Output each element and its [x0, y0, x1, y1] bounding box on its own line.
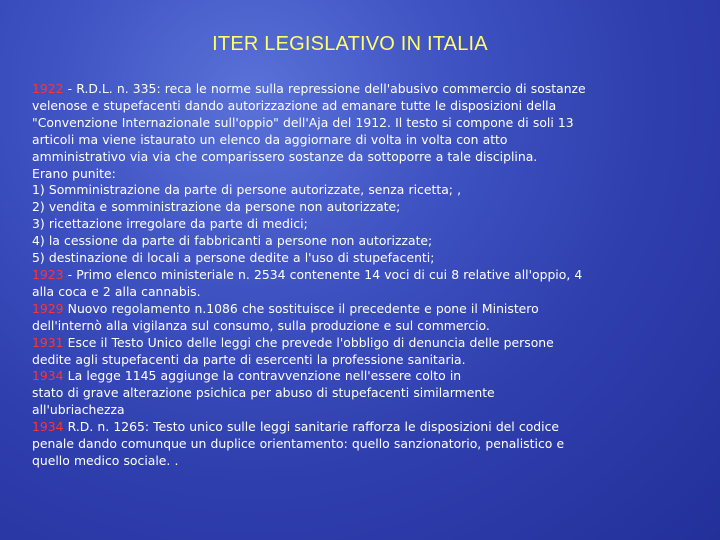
body-line [32, 115, 672, 132]
body-line [32, 182, 672, 199]
body-line [32, 402, 672, 419]
body-line [32, 199, 672, 216]
line-text: all'ubriachezza [32, 402, 125, 418]
year-label: 1931 [32, 334, 64, 350]
line-text: 2) vendita e somministrazione da persone non autorizzate; [32, 199, 401, 215]
line-text: stato di grave alterazione psichica per abuso di stupefacenti similarmente [32, 385, 495, 401]
body-line [32, 149, 672, 166]
line-text: dell'internò alla vigilanza sul consumo, sulla produzione e sul commercio. [32, 317, 490, 333]
year-label: 1929 [32, 300, 64, 316]
year-label: 1922 [32, 81, 64, 96]
year-label: 1934 [32, 368, 64, 384]
slide-body [32, 81, 672, 470]
body-line [32, 318, 672, 335]
line-text: - Primo elenco ministeriale n. 2534 contenente 14 voci di cui 8 relative all'oppio, 4 [63, 266, 583, 282]
line-text: Erano punite: [32, 165, 116, 181]
line-text: penale dando comunque un duplice orientamento: quello sanzionatorio, penalistico e [32, 436, 565, 452]
line-text: 1) Somministrazione da parte di persone autorizzate, senza ricetta; , [32, 182, 462, 198]
line-text: articoli ma viene istaurato un elenco da aggiornare di volta in volta con atto [32, 131, 508, 147]
line-text: "Convenzione Internazionale sull'oppio" dell'Aja del 1912. Il testo si compone di soli 13 [32, 114, 574, 130]
line-text: velenose e stupefacenti dando autorizzazione ad emanare tutte le disposizioni della [32, 97, 557, 113]
body-line [32, 284, 672, 301]
line-text: 4) la cessione da parte di fabbricanti a persone non autorizzate; [32, 233, 433, 249]
body-line [32, 385, 672, 402]
body-line [32, 335, 672, 352]
line-text: dedite agli stupefacenti da parte di esercenti la professione sanitaria. [32, 351, 466, 367]
body-line [32, 267, 672, 284]
body-line [32, 166, 672, 183]
body-line [32, 233, 672, 250]
line-text: quello medico sociale. . [32, 452, 179, 468]
line-text: La legge 1145 aggiunge la contravvenzione nell'essere colto in [63, 368, 462, 384]
line-text: amministrativo via via che comparissero sostanze da sottoporre a tale disciplina. [32, 148, 538, 164]
body-line [32, 419, 672, 436]
line-text: Esce il Testo Unico delle leggi che prevede l'obbligo di denuncia delle persone [63, 334, 554, 350]
body-line [32, 352, 672, 369]
body-line [32, 81, 672, 98]
body-line [32, 301, 672, 318]
body-line [32, 436, 672, 453]
slide-title: ITER LEGISLATIVO IN ITALIA [212, 33, 488, 55]
line-text: Nuovo regolamento n.1086 che sostituisce il precedente e pone il Ministero [63, 300, 539, 316]
line-text: 3) ricettazione irregolare da parte di medici; [32, 216, 308, 232]
body-line [32, 98, 672, 115]
line-text: 5) destinazione di locali a persone dedite a l'uso di stupefacenti; [32, 250, 435, 266]
line-text: alla coca e 2 alla cannabis. [32, 283, 201, 299]
body-line [32, 368, 672, 385]
body-line [32, 132, 672, 149]
line-text: R.D. n. 1265: Testo unico sulle leggi sanitarie rafforza le disposizioni del codice [63, 419, 560, 435]
year-label: 1934 [32, 419, 64, 435]
year-label: 1923 [32, 266, 64, 282]
body-line [32, 216, 672, 233]
body-line [32, 250, 672, 267]
body-line [32, 453, 672, 470]
line-text: - R.D.L. n. 335: reca le norme sulla repressione dell'abusivo commercio di sostanze [63, 81, 586, 96]
